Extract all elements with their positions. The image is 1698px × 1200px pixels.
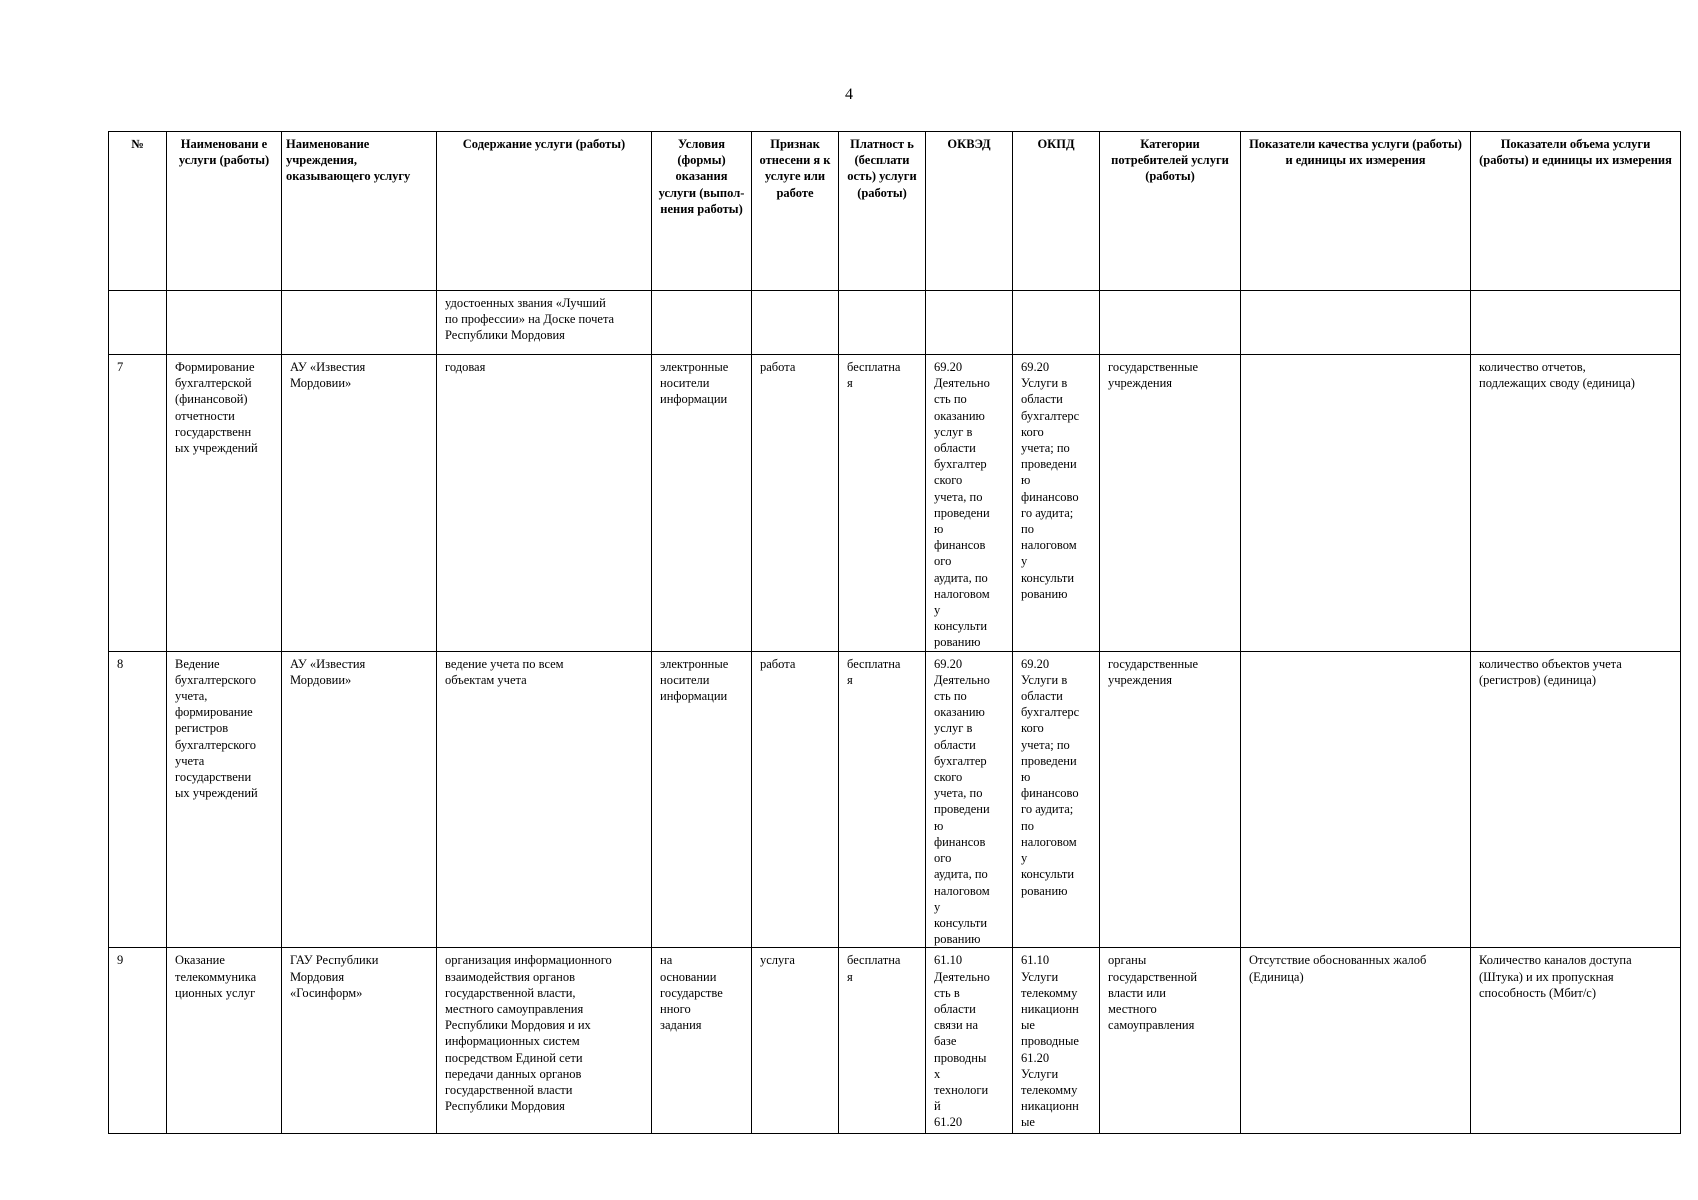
cell-service-name [167,651,282,948]
header-row [109,132,1681,291]
cell-line: финансов [934,834,986,849]
cell-line: технологи [934,1082,989,1097]
cell-line: х [934,1066,941,1081]
cell-line: отчетности [175,408,235,423]
cell-line: аудита, по [934,867,988,882]
cell-line: рованию [934,635,981,650]
cell-line: на [660,953,673,968]
cell-line: количество объектов учета [1479,656,1622,671]
cell-volume [1471,651,1681,948]
cell-line: государстве [660,985,723,1000]
cell-line: ского [934,770,963,785]
cell-line: финансов [934,538,986,553]
page-number: 4 [845,86,853,103]
cell-line: самоуправления [1108,1018,1195,1033]
cell-payment [839,291,926,355]
cell-line: проведени [1021,457,1077,472]
cell-line: бухгалтерского [175,737,256,752]
cell-line: консульти [1021,867,1075,882]
cell-line: учреждения [1108,376,1173,391]
cell-line: Деятельно [934,969,990,984]
column-header-payment: Платност ь (бесплати ость) услуги (работы) [839,132,926,291]
cell-line: аудита, по [934,570,988,585]
cell-line: электронные [660,656,729,671]
cell-line: «Госинформ» [290,985,363,1000]
cell-line: Республики Мордовия и их [445,1018,591,1033]
cell-line: способность (Мбит/с) [1479,985,1597,1000]
cell-line: учреждения [1108,672,1173,687]
cell-consumers [1100,355,1241,652]
cell-line: задания [660,1018,702,1033]
column-header-volume: Показатели объема услуги (работы) и единицы их измерения [1471,132,1681,291]
cell-line: рованию [1021,586,1068,601]
cell-quality [1241,355,1471,652]
cell-line: Деятельно [934,376,990,391]
cell-line: телекоммуника [175,969,257,984]
cell-line: Мордовия [290,969,345,984]
cell-line: налоговом [1021,834,1077,849]
cell-content [437,651,652,948]
column-header-number: № [109,132,167,291]
table-row [109,651,1681,948]
cell-line: ю [934,818,944,833]
cell-line: 61.10 [1021,953,1050,968]
column-header-service-name: Наименовани е услуги (работы) [167,132,282,291]
cell-line: проведени [934,505,990,520]
cell-line: формирование [175,705,253,720]
cell-line: кого [1021,424,1044,439]
cell-line: информационных систем [445,1034,580,1049]
cell-line: учета, по [934,489,983,504]
cell-line: 69.20 [934,360,963,374]
cell-line: го аудита; [1021,505,1074,520]
cell-consumers [1100,651,1241,948]
cell-line: Услуги [1021,969,1059,984]
cell-line: кого [1021,721,1044,736]
cell-quality [1241,948,1471,1134]
cell-okpd [1013,291,1100,355]
cell-line: финансово [1021,489,1079,504]
cell-line: бухгалтерского [175,672,256,687]
cell-okved [926,291,1013,355]
cell-institution [282,948,437,1134]
cell-line: ые [1021,1115,1035,1130]
cell-line: бухгалтер [934,457,987,472]
cell-line: Услуги в [1021,672,1068,687]
cell-line: государственной [1108,969,1198,984]
cell-num [109,291,167,355]
cell-line: носители [660,672,710,687]
cell-line: ого [934,851,952,866]
column-header-okved: ОКВЭД [926,132,1013,291]
cell-line: бесплатна [847,656,901,671]
cell-line: по [1021,522,1034,537]
cell-payment [839,948,926,1134]
cell-attribute [752,355,839,652]
cell-line: передачи данных органов [445,1066,582,1081]
cell-line: учета [175,753,205,768]
cell-attribute [752,291,839,355]
cell-attribute [752,948,839,1134]
cell-line: услуга [760,953,795,968]
cell-line: ционных услуг [175,985,256,1000]
cell-line: Услуги [1021,1066,1059,1081]
cell-institution [282,291,437,355]
cell-quality [1241,291,1471,355]
cell-line: ые [1021,1018,1035,1033]
cell-line: бухгалтерской [175,376,252,391]
column-header-institution: Наименование учреждения, оказывающего услугу [282,132,437,291]
cell-line: местного [1108,1001,1157,1016]
cell-line: ю [1021,473,1031,488]
cell-line: связи на [934,1018,979,1033]
cell-line: государственные [1108,656,1199,671]
column-header-consumers: Категории потребителей услуги (работы) [1100,132,1241,291]
cell-line: консульти [934,619,988,634]
cell-line: проведени [1021,753,1077,768]
cell-line: проводные [1021,1034,1079,1049]
cell-conditions [652,291,752,355]
cell-line: оказанию [934,408,985,423]
cell-line: Формирование [175,360,255,374]
cell-line: у [1021,851,1028,866]
cell-line: информации [660,392,728,407]
cell-line: 69.20 [1021,360,1050,374]
cell-line: ых учреждений [175,441,258,456]
cell-line: местного самоуправления [445,1001,584,1016]
cell-line: учета; по [1021,441,1070,456]
cell-okved [926,355,1013,652]
cell-line: проведени [934,802,990,817]
cell-line: проводны [934,1050,987,1065]
cell-line: ого [934,554,952,569]
cell-line: объектам учета [445,672,527,687]
cell-line: государственн [175,424,252,439]
cell-line: финансово [1021,786,1079,801]
cell-line: ского [934,473,963,488]
cell-line: бесплатна [847,360,901,374]
cell-line: базе [934,1034,957,1049]
cell-num: 7 [109,355,167,652]
cell-line: 61.10 [934,953,963,968]
cell-line: ведение учета по всем [445,656,564,671]
cell-line: сть в [934,985,960,1000]
cell-line: нного [660,1001,691,1016]
cell-line: органы [1108,953,1147,968]
cell-line: организация информационного [445,953,612,968]
cell-line: области [934,737,976,752]
cell-line: налоговом [934,586,990,601]
cell-line: по профессии» на Доске почета [445,312,615,327]
cell-okved [926,948,1013,1134]
cell-service-name [167,291,282,355]
cell-line: никационн [1021,1099,1079,1114]
cell-line: годовая [445,360,486,374]
cell-line: й [934,1099,941,1114]
cell-okpd [1013,355,1100,652]
table-row [109,948,1681,1134]
cell-service-name [167,355,282,652]
cell-line: Отсутствие обоснованных жалоб [1249,953,1427,968]
table-row [109,291,1681,355]
cell-line: у [934,899,941,914]
cell-content [437,948,652,1134]
cell-line: (финансовой) [175,392,248,407]
cell-volume [1471,355,1681,652]
cell-line: налоговом [934,883,990,898]
cell-line: (Единица) [1249,969,1304,984]
cell-institution [282,651,437,948]
cell-line: у [934,603,941,618]
cell-line: власти или [1108,985,1166,1000]
column-header-attribute: Признак отнесени я к услуге или работе [752,132,839,291]
column-header-quality: Показатели качества услуги (работы) и единицы их измерения [1241,132,1471,291]
cell-line: рованию [934,932,981,947]
cell-line: (регистров) (единица) [1479,672,1597,687]
cell-line: ых учреждений [175,786,258,801]
cell-consumers [1100,291,1241,355]
cell-line: Мордовии» [290,376,352,391]
cell-line: 61.20 [934,1115,963,1130]
cell-line: информации [660,689,728,704]
column-header-conditions: Условия (формы) оказания услуги (выпол-нения работы) [652,132,752,291]
cell-line: государствени [175,770,252,785]
cell-line: бесплатна [847,953,901,968]
cell-line: носители [660,376,710,391]
cell-line: бухгалтерс [1021,408,1080,423]
cell-line: подлежащих своду (единица) [1479,376,1635,391]
cell-line: взаимодействия органов [445,969,575,984]
cell-line: оказанию [934,705,985,720]
cell-line: области [1021,689,1063,704]
cell-line: области [934,441,976,456]
cell-okpd [1013,651,1100,948]
cell-line: работа [760,360,796,374]
cell-content [437,291,652,355]
cell-line: никационн [1021,1001,1079,1016]
cell-service-name [167,948,282,1134]
cell-line: бухгалтер [934,753,987,768]
cell-consumers [1100,948,1241,1134]
cell-quality [1241,651,1471,948]
cell-conditions [652,948,752,1134]
cell-line: Оказание [175,953,225,968]
cell-conditions [652,355,752,652]
cell-attribute [752,651,839,948]
cell-num: 9 [109,948,167,1134]
cell-line: (Штука) и их пропускная [1479,969,1614,984]
cell-line: государственные [1108,360,1199,374]
cell-num: 8 [109,651,167,948]
cell-line: удостоенных звания «Лучший [445,296,606,310]
cell-payment [839,355,926,652]
cell-line: ю [1021,770,1031,785]
cell-line: Мордовии» [290,672,352,687]
cell-line: я [847,376,853,391]
cell-line: я [847,672,853,687]
cell-line: 69.20 [1021,656,1050,671]
cell-line: сть по [934,392,967,407]
cell-line: посредством Единой сети [445,1050,583,1065]
cell-line: бухгалтерс [1021,705,1080,720]
cell-line: Услуги в [1021,376,1068,391]
cell-line: по [1021,818,1034,833]
cell-line: телекомму [1021,985,1078,1000]
cell-line: у [1021,554,1028,569]
cell-line: 61.20 [1021,1050,1050,1065]
cell-volume [1471,291,1681,355]
column-header-okpd: ОКПД [1013,132,1100,291]
cell-line: электронные [660,360,729,374]
cell-line: телекомму [1021,1082,1078,1097]
cell-line: учета; по [1021,737,1070,752]
cell-line: учета, [175,689,208,704]
cell-line: области [934,1001,976,1016]
cell-conditions [652,651,752,948]
cell-line: регистров [175,721,229,736]
cell-line: Ведение [175,656,220,671]
cell-line: налоговом [1021,538,1077,553]
cell-line: ГАУ Республики [290,953,379,968]
cell-line: Республики Мордовия [445,328,565,343]
cell-line: государственной власти, [445,985,576,1000]
cell-line: государственной власти [445,1082,573,1097]
cell-line: 69.20 [934,656,963,671]
cell-line: АУ «Известия [290,360,366,374]
column-header-content: Содержание услуги (работы) [437,132,652,291]
cell-line: области [1021,392,1063,407]
cell-line: Количество каналов доступа [1479,953,1632,968]
cell-institution [282,355,437,652]
cell-line: Республики Мордовия [445,1099,565,1114]
cell-line: учета, по [934,786,983,801]
services-table [108,131,1681,1134]
cell-line: количество отчетов, [1479,360,1586,374]
cell-line: го аудита; [1021,802,1074,817]
cell-line: работа [760,656,796,671]
cell-line: рованию [1021,883,1068,898]
cell-okved [926,651,1013,948]
cell-line: услуг в [934,424,973,439]
cell-okpd [1013,948,1100,1134]
cell-volume [1471,948,1681,1134]
cell-line: АУ «Известия [290,656,366,671]
cell-line: основании [660,969,717,984]
cell-line: я [847,969,853,984]
table-row [109,355,1681,652]
cell-line: консульти [1021,570,1075,585]
cell-line: Деятельно [934,672,990,687]
cell-line: сть по [934,689,967,704]
cell-line: консульти [934,915,988,930]
cell-line: услуг в [934,721,973,736]
cell-line: ю [934,522,944,537]
cell-content [437,355,652,652]
cell-payment [839,651,926,948]
